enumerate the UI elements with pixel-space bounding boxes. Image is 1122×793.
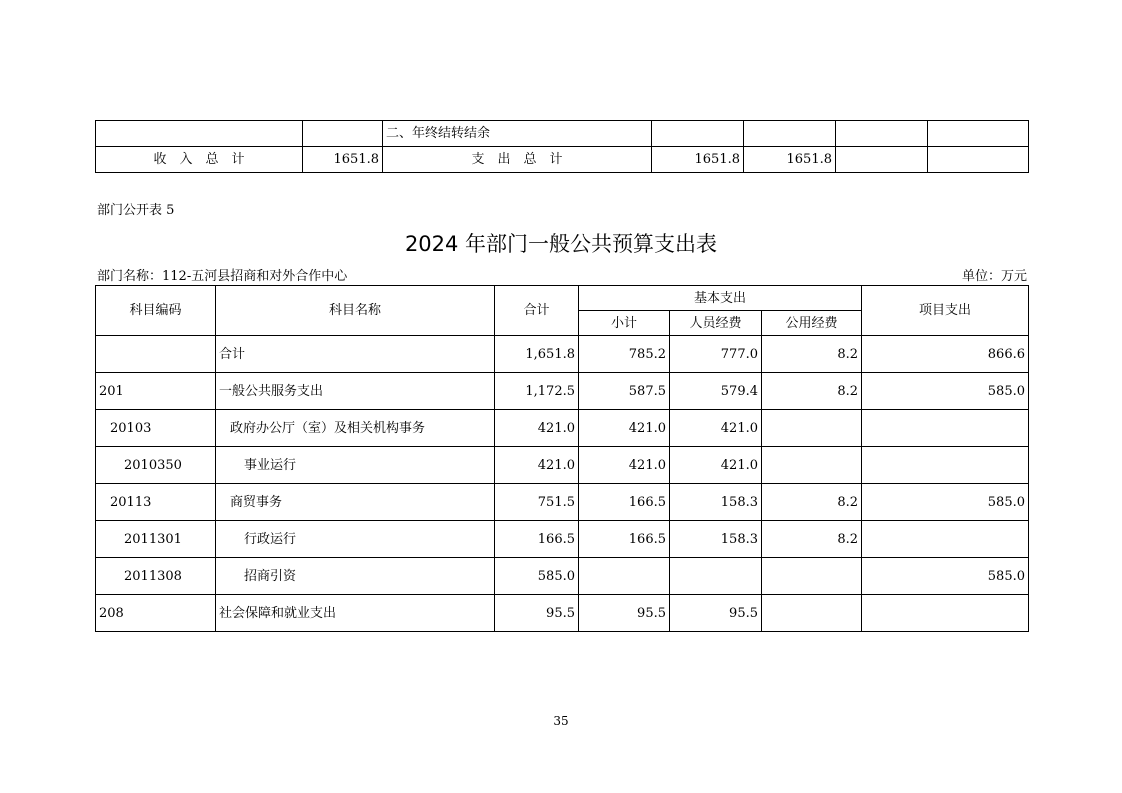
cell-total: 421.0 xyxy=(495,410,579,447)
cell-total: 1,651.8 xyxy=(495,336,579,373)
cell-code: 2011308 xyxy=(96,558,216,595)
cell-name: 合计 xyxy=(216,336,495,373)
table-row xyxy=(96,336,1029,373)
table-row xyxy=(96,410,1029,447)
table-cell xyxy=(836,121,928,147)
cell-name: 政府办公厅（室）及相关机构事务 xyxy=(216,410,495,447)
table-header-row xyxy=(96,286,1029,311)
cell-public: 8.2 xyxy=(762,484,862,521)
summary-table xyxy=(95,120,1029,173)
cell-name: 招商引资 xyxy=(216,558,495,595)
cell-subtotal: 587.5 xyxy=(579,373,670,410)
cell-subtotal: 421.0 xyxy=(579,410,670,447)
expense-total-value: 1651.8 xyxy=(744,147,836,173)
cell-code: 2011301 xyxy=(96,521,216,558)
cell-total: 1,172.5 xyxy=(495,373,579,410)
budget-table xyxy=(95,285,1029,632)
cell-project xyxy=(862,447,1029,484)
cell-project: 585.0 xyxy=(862,373,1029,410)
table-row xyxy=(96,558,1029,595)
cell-subtotal: 166.5 xyxy=(579,484,670,521)
cell-personnel: 579.4 xyxy=(670,373,762,410)
expense-total-value: 1651.8 xyxy=(652,147,744,173)
cell-total: 585.0 xyxy=(495,558,579,595)
income-total-label: 收 入 总 计 xyxy=(96,147,303,173)
cell-public: 8.2 xyxy=(762,336,862,373)
header-subtotal: 小计 xyxy=(579,311,670,336)
cell-personnel: 421.0 xyxy=(670,447,762,484)
cell-name: 事业运行 xyxy=(216,447,495,484)
table-cell xyxy=(836,147,928,173)
header-public: 公用经费 xyxy=(762,311,862,336)
table-row xyxy=(96,147,1029,173)
cell-subtotal xyxy=(579,558,670,595)
cell-name: 一般公共服务支出 xyxy=(216,373,495,410)
cell-personnel: 158.3 xyxy=(670,484,762,521)
expense-total-label: 支 出 总 计 xyxy=(383,147,652,173)
table-row xyxy=(96,595,1029,632)
page-title: 2024 年部门一般公共预算支出表 xyxy=(404,232,718,256)
cell-name: 商贸事务 xyxy=(216,484,495,521)
cell-project: 585.0 xyxy=(862,484,1029,521)
page-number: 35 xyxy=(553,714,569,728)
cell-public xyxy=(762,558,862,595)
cell-name: 社会保障和就业支出 xyxy=(216,595,495,632)
header-project: 项目支出 xyxy=(862,286,1029,336)
department-name: 部门名称：112-五河县招商和对外合作中心 xyxy=(97,269,348,284)
cell-code: 208 xyxy=(96,595,216,632)
table-row xyxy=(96,373,1029,410)
header-name: 科目名称 xyxy=(216,286,495,336)
cell-personnel: 421.0 xyxy=(670,410,762,447)
cell-project xyxy=(862,521,1029,558)
table-cell xyxy=(303,121,383,147)
cell-public: 8.2 xyxy=(762,373,862,410)
income-total-value: 1651.8 xyxy=(303,147,383,173)
cell-total: 421.0 xyxy=(495,447,579,484)
table-cell xyxy=(652,121,744,147)
cell-public xyxy=(762,410,862,447)
table-cell xyxy=(928,147,1029,173)
table-row xyxy=(96,484,1029,521)
cell-code: 201 xyxy=(96,373,216,410)
table-row xyxy=(96,521,1029,558)
cell-personnel xyxy=(670,558,762,595)
cell-total: 166.5 xyxy=(495,521,579,558)
carryover-label: 二、年终结转结余 xyxy=(383,121,652,147)
cell-project: 866.6 xyxy=(862,336,1029,373)
cell-code: 2010350 xyxy=(96,447,216,484)
table-cell xyxy=(96,121,303,147)
table-cell xyxy=(928,121,1029,147)
cell-personnel: 95.5 xyxy=(670,595,762,632)
header-total: 合计 xyxy=(495,286,579,336)
table-row xyxy=(96,121,1029,147)
table-cell xyxy=(744,121,836,147)
table-row xyxy=(96,447,1029,484)
header-personnel: 人员经费 xyxy=(670,311,762,336)
cell-project: 585.0 xyxy=(862,558,1029,595)
cell-subtotal: 421.0 xyxy=(579,447,670,484)
cell-subtotal: 95.5 xyxy=(579,595,670,632)
cell-code: 20103 xyxy=(96,410,216,447)
cell-code: 20113 xyxy=(96,484,216,521)
cell-public xyxy=(762,447,862,484)
header-basic: 基本支出 xyxy=(579,286,862,311)
cell-public xyxy=(762,595,862,632)
unit-label: 单位：万元 xyxy=(961,269,1027,284)
cell-name: 行政运行 xyxy=(216,521,495,558)
cell-personnel: 777.0 xyxy=(670,336,762,373)
cell-subtotal: 785.2 xyxy=(579,336,670,373)
header-code: 科目编码 xyxy=(96,286,216,336)
cell-subtotal: 166.5 xyxy=(579,521,670,558)
cell-total: 751.5 xyxy=(495,484,579,521)
table-number: 部门公开表 5 xyxy=(97,203,175,218)
cell-project xyxy=(862,595,1029,632)
cell-project xyxy=(862,410,1029,447)
cell-code xyxy=(96,336,216,373)
cell-total: 95.5 xyxy=(495,595,579,632)
cell-personnel: 158.3 xyxy=(670,521,762,558)
cell-public: 8.2 xyxy=(762,521,862,558)
